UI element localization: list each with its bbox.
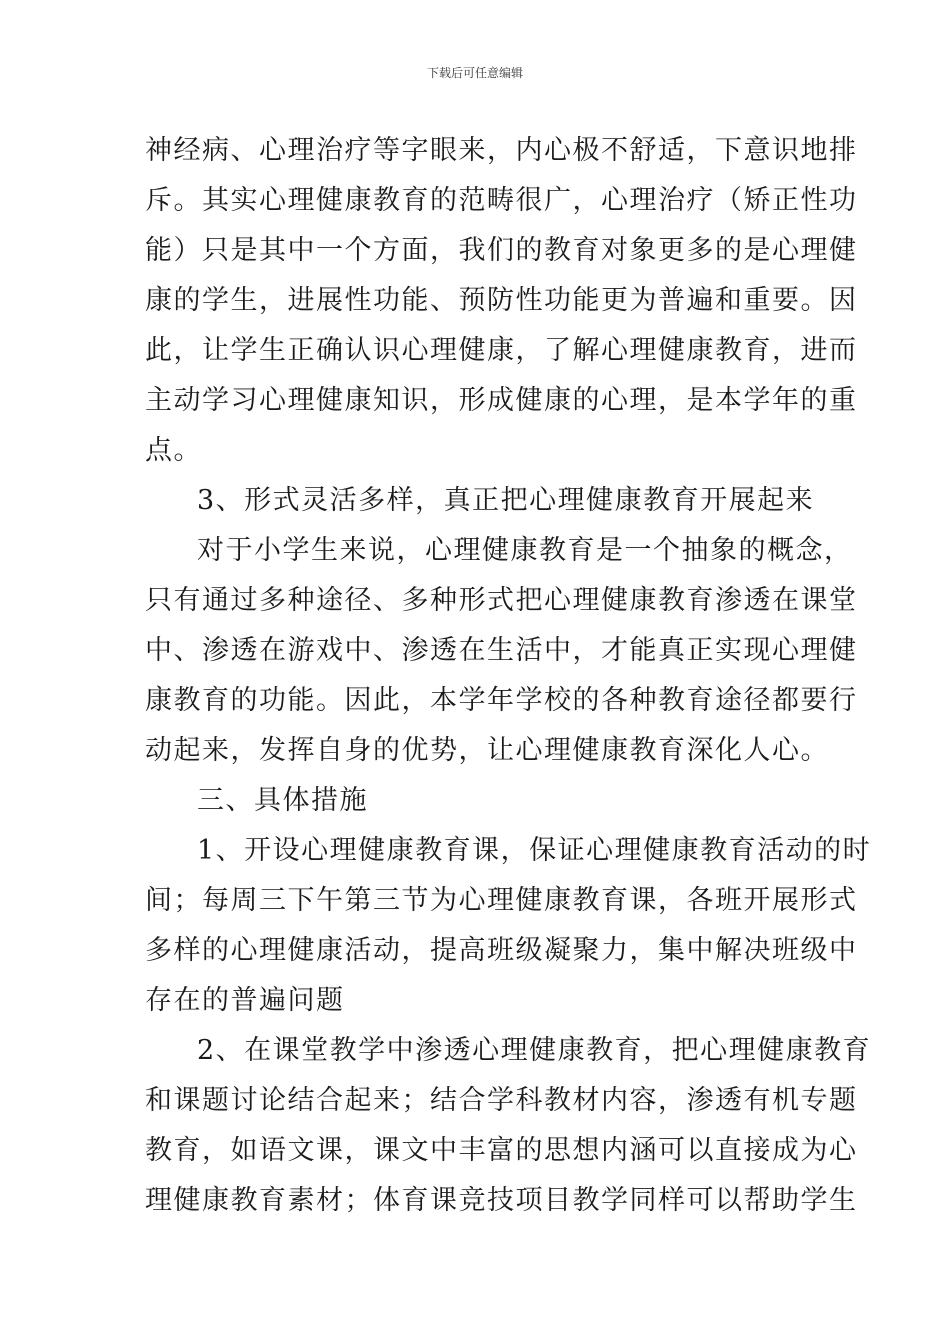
body-line: 神经病、心理治疗等字眼来，内心极不舒适，下意识地排 xyxy=(145,135,858,166)
body-line: 1、开设心理健康教育课，保证心理健康教育活动的时 xyxy=(197,835,872,866)
body-line: 存在的普遍问题 xyxy=(145,985,345,1016)
body-line: 多样的心理健康活动，提高班级凝聚力，集中解决班级中 xyxy=(145,935,858,966)
body-line: 对于小学生来说，心理健康教育是一个抽象的概念， xyxy=(197,535,853,566)
body-line: 间；每周三下午第三节为心理健康教育课，各班开展形式 xyxy=(145,885,858,916)
body-line: 斥。其实心理健康教育的范畴很广，心理治疗（矫正性功 xyxy=(145,185,858,216)
body-line: 此，让学生正确认识心理健康，了解心理健康教育，进而 xyxy=(145,335,858,366)
body-line: 康教育的功能。因此，本学年学校的各种教育途径都要行 xyxy=(145,685,858,716)
section-heading: 3、形式灵活多样，真正把心理健康教育开展起来 xyxy=(197,485,815,516)
section-heading: 三、具体措施 xyxy=(197,785,368,816)
body-line: 主动学习心理健康知识，形成健康的心理，是本学年的重 xyxy=(145,385,858,416)
document-body xyxy=(145,126,872,1226)
page-header-note: 下载后可任意编辑 xyxy=(426,66,523,80)
body-line: 和课题讨论结合起来；结合学科教材内容，渗透有机专题 xyxy=(145,1085,858,1116)
body-line: 理健康教育素材；体育课竞技项目教学同样可以帮助学生 xyxy=(145,1185,858,1216)
body-line: 只有通过多种途径、多种形式把心理健康教育渗透在课堂 xyxy=(145,585,858,616)
body-line: 能）只是其中一个方面，我们的教育对象更多的是心理健 xyxy=(145,235,858,266)
body-line: 2、在课堂教学中渗透心理健康教育，把心理健康教育 xyxy=(197,1035,872,1066)
body-line: 中、渗透在游戏中、渗透在生活中，才能真正实现心理健 xyxy=(145,635,858,666)
body-line: 康的学生，进展性功能、预防性功能更为普遍和重要。因 xyxy=(145,285,858,316)
body-line: 点。 xyxy=(145,435,202,466)
body-line: 动起来，发挥自身的优势，让心理健康教育深化人心。 xyxy=(145,735,829,766)
body-line: 教育，如语文课，课文中丰富的思想内涵可以直接成为心 xyxy=(145,1135,858,1166)
